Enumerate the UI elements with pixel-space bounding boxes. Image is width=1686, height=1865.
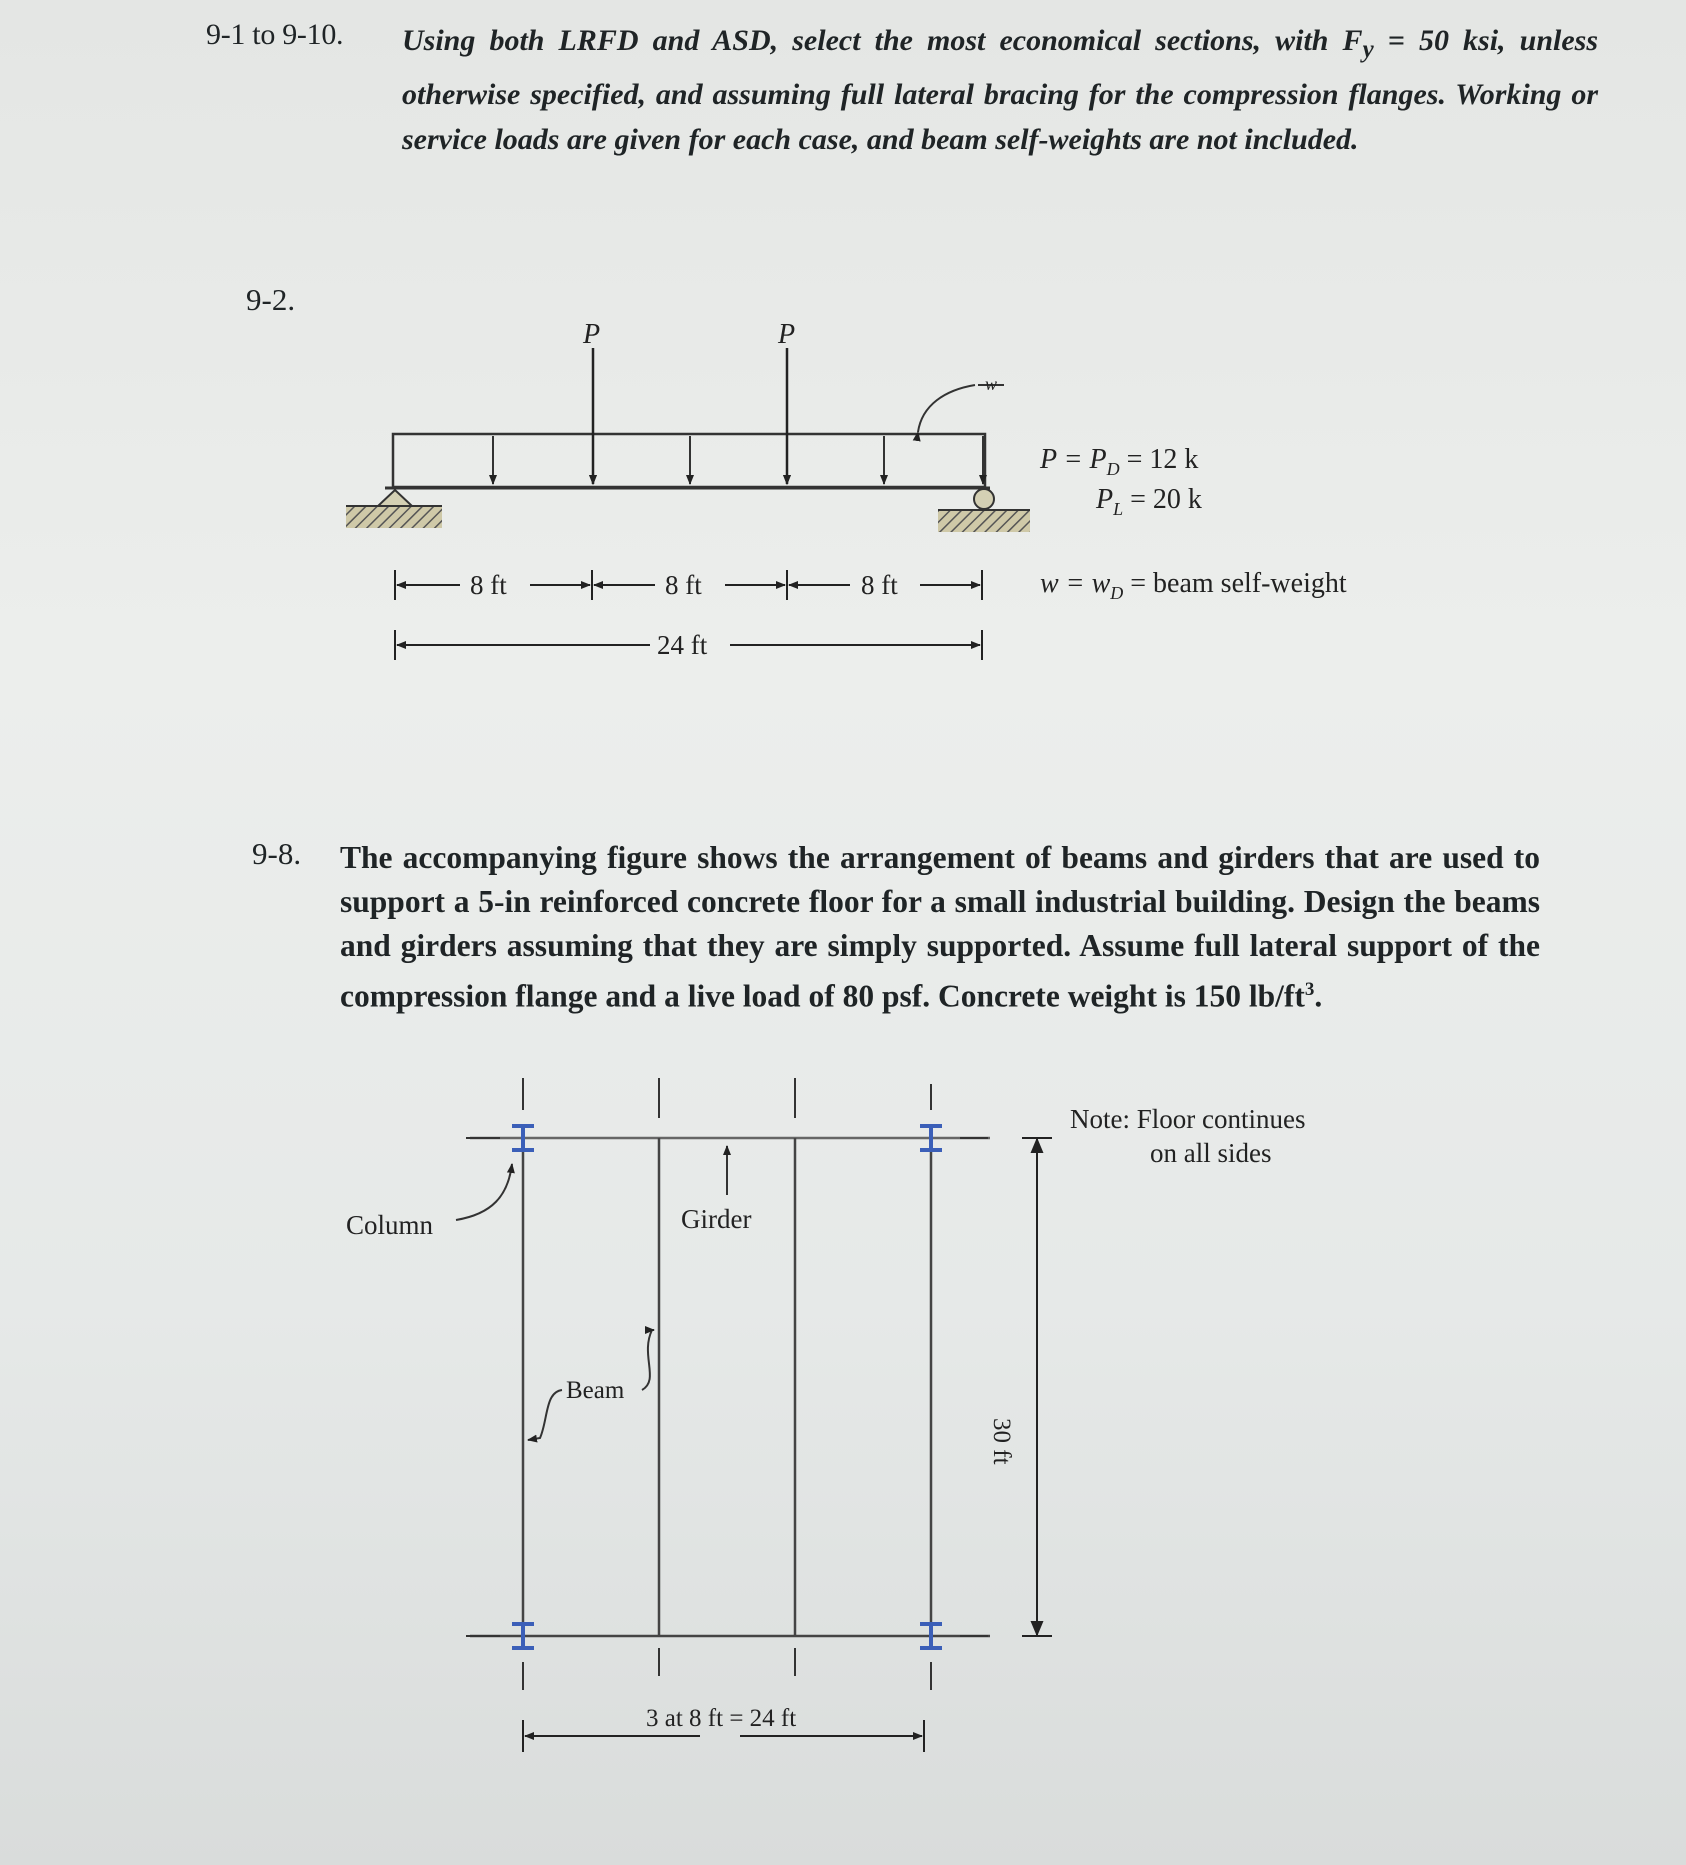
problem-9-8-statement: The accompanying figure shows the arrangement of beams and girders that are used to support a 5-in reinforced concrete floor for a small industrial building. Design the beams and girders assuming that they are simply supported. Assume full lateral support of the compression flange and a live load of 80 psf. Concrete weight is 150 $lb/ft^3$.	[340, 840, 1540, 1014]
pin-support-ground	[346, 506, 442, 528]
note-line-1: Note: Floor continues	[1070, 1104, 1306, 1134]
dim-span-2: 8 ft	[665, 570, 702, 600]
roller-support	[974, 489, 994, 509]
beam-leader-right	[642, 1330, 654, 1390]
label-column: Column	[346, 1210, 434, 1240]
load-w-label: w	[985, 374, 998, 394]
w-leader	[918, 385, 975, 432]
dim-span-1: 8 ft	[470, 570, 507, 600]
problem-9-8-number: 9-8.	[252, 836, 302, 871]
pin-support	[378, 490, 412, 506]
load-p-right-label: P	[778, 319, 796, 350]
pd-definition: $P = P_D = 12$ k	[1040, 444, 1199, 479]
column-leader	[456, 1164, 512, 1220]
beam-diagram-9-2	[346, 319, 1347, 660]
problem-9-2-number: 9-2.	[246, 282, 296, 317]
dim-bottom-label: 3 at 8 ft = 24 ft	[646, 1705, 797, 1732]
beam-leader-left	[528, 1390, 562, 1440]
note-line-2: on all sides	[1150, 1138, 1272, 1168]
framing-plan-9-8	[346, 1078, 1305, 1752]
header-problem-range: 9-1 to 9-10.	[206, 18, 344, 51]
label-girder: Girder	[681, 1204, 752, 1234]
header-statement: Using both LRFD and ASD, select the most economical sections, with $F_y = 50$ ksi, unless otherwise specified, and assuming full lateral bracing for the compression flanges. Working or service loads are given for each case, and beam self-weights are not included.	[402, 24, 1598, 156]
dim-total: 24 ft	[657, 630, 708, 660]
dimension-30ft	[1022, 1138, 1052, 1636]
distributed-load-arrows	[493, 436, 983, 484]
dim-vertical-label: 30 ft	[988, 1418, 1015, 1465]
load-p-left-label: P	[583, 319, 601, 350]
label-beam: Beam	[566, 1377, 625, 1404]
pl-definition: $P_L = 20$ k	[1096, 484, 1202, 519]
roller-support-ground	[938, 510, 1030, 532]
w-definition: $w = w_D$ = beam self-weight	[1040, 568, 1347, 603]
dim-span-3: 8 ft	[861, 570, 898, 600]
